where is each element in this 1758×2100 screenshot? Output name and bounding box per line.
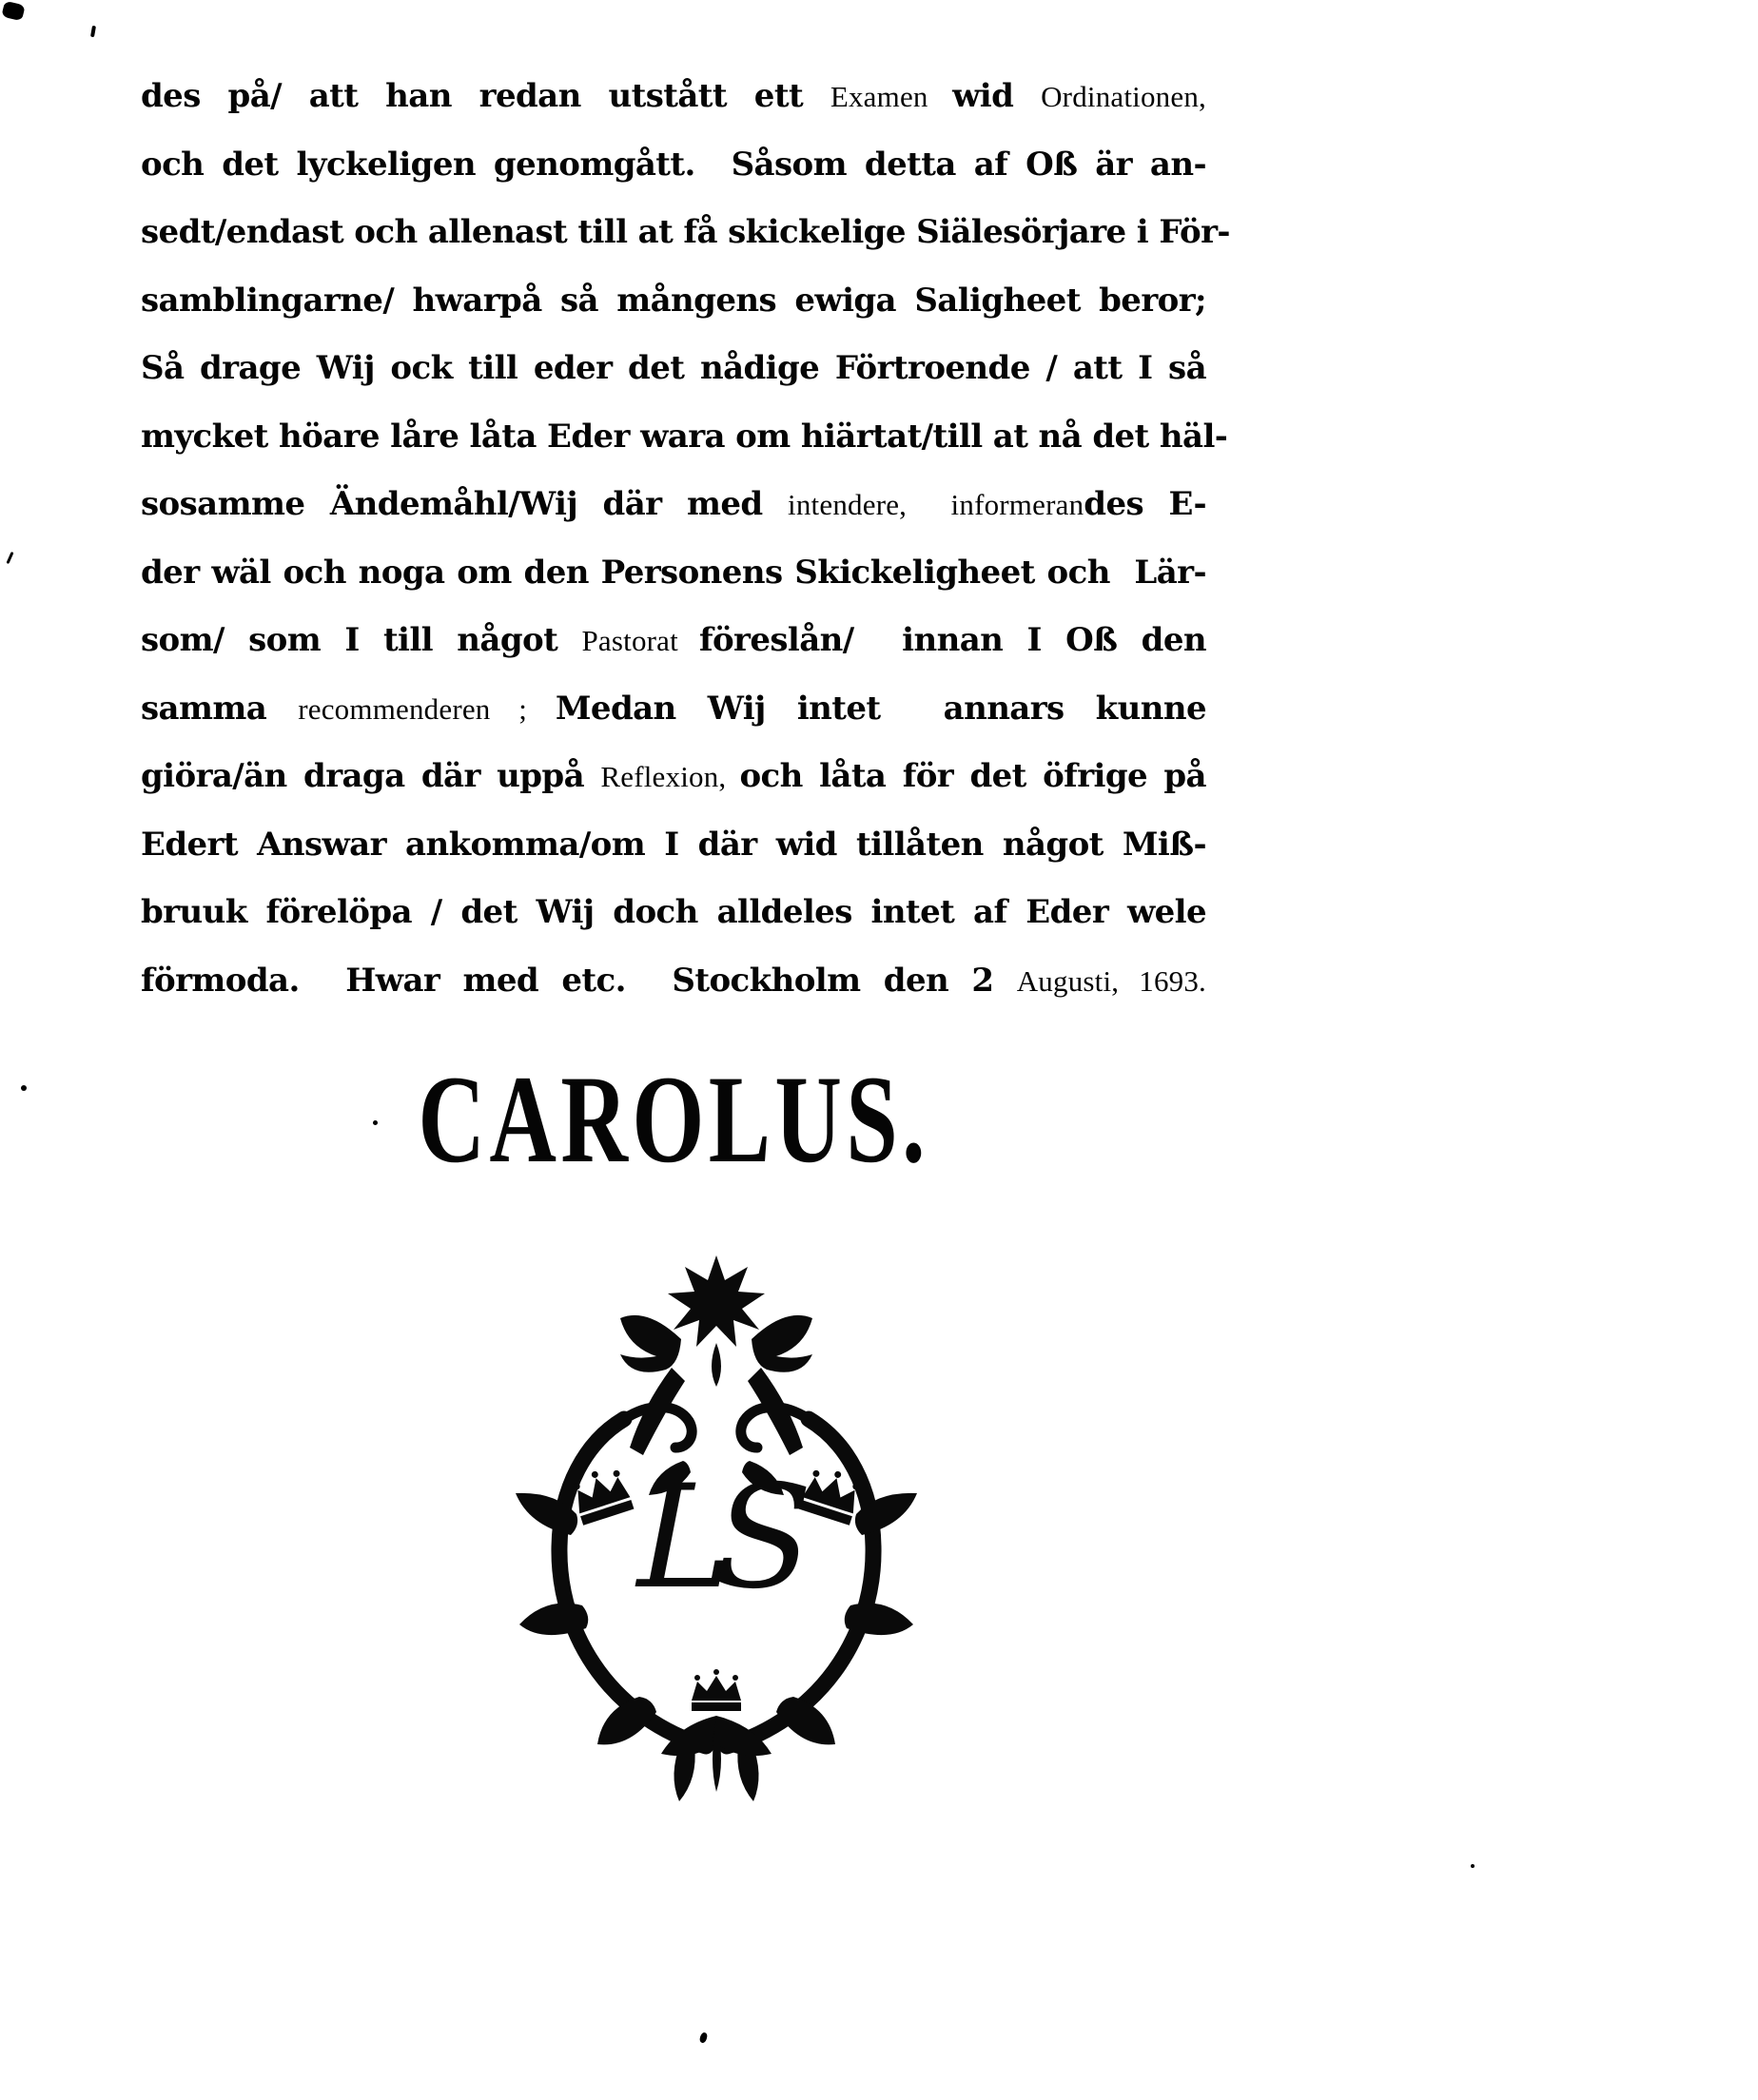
fraktur-text: Medan Wij intet annars kunne [555, 689, 1207, 728]
fraktur-text: samma [141, 689, 299, 728]
antiqua-text: Augusti, 1693. [1016, 963, 1206, 998]
fraktur-text: samblingarne/ hwarpå så mångens ewiga Saligheet beror; [141, 281, 1206, 320]
signature-heading-row [141, 1046, 1206, 1192]
antiqua-text: Ordinationen, [1041, 80, 1206, 113]
text-line [141, 879, 1206, 947]
text-line [141, 811, 1206, 880]
text-line [141, 267, 1206, 336]
leaf-bud [712, 1343, 721, 1387]
fraktur-text: Edert Answar ankomma/om I där wid tillåten något Miß- [141, 825, 1206, 864]
text-line [141, 607, 1206, 675]
text-line [141, 539, 1206, 608]
royal-signature: CAROLUS. [418, 1049, 929, 1189]
text-line [141, 471, 1206, 539]
star-icon [668, 1255, 765, 1347]
text-line [141, 63, 1206, 131]
ink-speck [21, 1085, 27, 1091]
fraktur-text: som/ som I till något [141, 621, 582, 659]
ink-speck [90, 26, 96, 38]
antiqua-text: Examen [830, 80, 953, 113]
antiqua-text: recommenderen ; [298, 691, 556, 726]
antiqua-text: Pastorat [581, 624, 699, 657]
royal-seal-ornament [512, 1252, 921, 1813]
fraktur-text: och låta för det öfrige på [739, 757, 1206, 795]
crown-icon [692, 1669, 741, 1711]
ink-speck [1, 1, 25, 22]
fraktur-text: des E- [1084, 485, 1206, 523]
antiqua-text: Reflexion, [600, 760, 740, 793]
ink-speck [6, 552, 13, 564]
fraktur-text: der wäl och noga om den Personens Skickeligheet och Lär- [141, 553, 1206, 592]
text-line [141, 403, 1228, 472]
fraktur-text: och det lyckeligen genomgått. Såsom detta af Oß är an- [141, 145, 1206, 184]
fraktur-text: sosamme Ändemåhl/Wij där med [141, 485, 789, 523]
body-text-block [141, 63, 1230, 1015]
antiqua-text: intendere, informeran [788, 488, 1084, 521]
fraktur-text: wid [952, 77, 1042, 115]
text-line [141, 131, 1206, 200]
fraktur-text: Så drage Wij ock till eder det nådige Förtroende / att I så [141, 349, 1206, 387]
fraktur-text: mycket höare låre låta Eder wara om hiärtat/till at nå det häl- [141, 417, 1228, 456]
fraktur-text: sedt/endast och allenast till at få skickelige Siälesörjare i För- [141, 213, 1230, 251]
fraktur-text: föreslån/ innan I Oß den [698, 621, 1206, 659]
text-line [141, 335, 1206, 403]
text-line [141, 743, 1206, 811]
ink-speck [1471, 1864, 1475, 1868]
fraktur-text: bruuk förelöpa / det Wij doch alldeles intet af Eder wele [141, 893, 1206, 931]
text-line [141, 675, 1206, 744]
seal-ornament-wrap [141, 1252, 1206, 1817]
text-line [141, 199, 1230, 267]
text-line [141, 947, 1206, 1016]
monogram-text: LS [636, 1455, 796, 1621]
fraktur-text: giöra/än draga där uppå [141, 757, 601, 795]
fraktur-text: förmoda. Hwar med etc. Stockholm den 2 [141, 961, 1017, 1000]
ink-speck [698, 2032, 708, 2044]
fraktur-text: des på/ att han redan utstått ett [141, 77, 830, 115]
